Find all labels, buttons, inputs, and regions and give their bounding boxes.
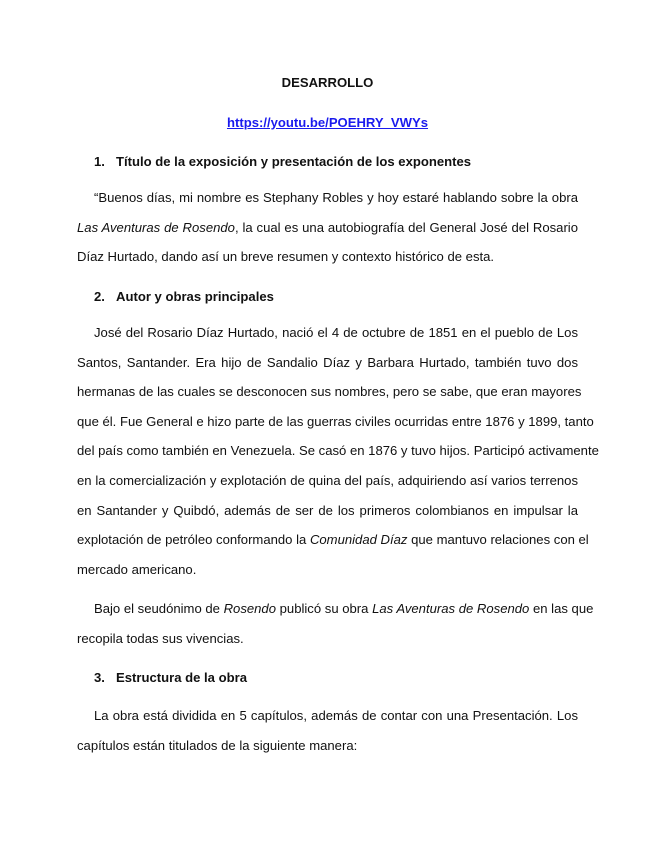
paragraph-line: “Buenos días, mi nombre es Stephany Robles y hoy estaré hablando sobre la obra	[94, 190, 578, 205]
paragraph-structure	[77, 701, 578, 760]
community-name: Comunidad Díaz	[309, 532, 408, 548]
section-heading-3	[94, 668, 247, 688]
paragraph-pseudonym	[77, 594, 594, 653]
paragraph-line: en Santander y Quibdó, además de ser de los primeros colombianos en impulsar la	[77, 502, 578, 518]
section-heading-text: Estructura de la obra	[116, 670, 247, 685]
paragraph-author	[77, 318, 599, 584]
section-number: 1.	[94, 154, 105, 169]
paragraph-line: José del Rosario Díaz Hurtado, nació el 4 de octubre de 1851 en el pueblo de Los	[94, 325, 578, 340]
paragraph-line: que él. Fue General e hizo parte de las guerras civiles ocurridas entre 1876 y 1899, tanto	[77, 413, 594, 429]
paragraph-line: Bajo el seudónimo de Rosendo publicó su obra Las Aventuras de Rosendo en las que	[94, 601, 594, 616]
paragraph-line: Santos, Santander. Era hijo de Sandalio Díaz y Barbara Hurtado, también tuvo dos	[77, 354, 578, 370]
section-number: 2.	[94, 289, 105, 304]
video-link-container	[77, 113, 578, 133]
pseudonym: Rosendo	[223, 601, 276, 616]
paragraph-line: en la comercialización y explotación de quina del país, adquiriendo así varios terrenos	[77, 472, 578, 488]
paragraph-line: Las Aventuras de Rosendo, la cual es una autobiografía del General José del Rosario	[77, 219, 578, 235]
section-heading-text: Título de la exposición y presentación de los exponentes	[116, 154, 472, 169]
section-heading-1	[94, 152, 471, 172]
section-number: 3.	[94, 670, 105, 685]
page-title: DESARROLLO	[281, 75, 374, 90]
video-link[interactable]: https://youtu.be/POEHRY_VWYs	[226, 115, 429, 130]
paragraph-line: capítulos están titulados de la siguiente manera:	[77, 737, 358, 753]
paragraph-line: explotación de petróleo conformando la Comunidad Díaz que mantuvo relaciones con el	[77, 532, 589, 548]
paragraph-line: del país como también en Venezuela. Se casó en 1876 y tuvo hijos. Participó activamente	[77, 443, 599, 459]
paragraph-line: Díaz Hurtado, dando así un breve resumen y contexto histórico de esta.	[77, 249, 495, 265]
paragraph-line: mercado americano.	[77, 561, 197, 577]
paragraph-line: La obra está dividida en 5 capítulos, además de contar con una Presentación. Los	[94, 708, 578, 723]
paragraph-line: hermanas de las cuales se desconocen sus nombres, pero se sabe, que eran mayores	[77, 384, 582, 400]
work-title: Las Aventuras de Rosendo	[77, 219, 235, 235]
paragraph-line: recopila todas sus vivencias.	[77, 630, 244, 646]
section-heading-2	[94, 287, 274, 307]
section-heading-text: Autor y obras principales	[116, 289, 274, 304]
work-title: Las Aventuras de Rosendo	[372, 601, 530, 616]
paragraph-presentation	[77, 183, 578, 272]
